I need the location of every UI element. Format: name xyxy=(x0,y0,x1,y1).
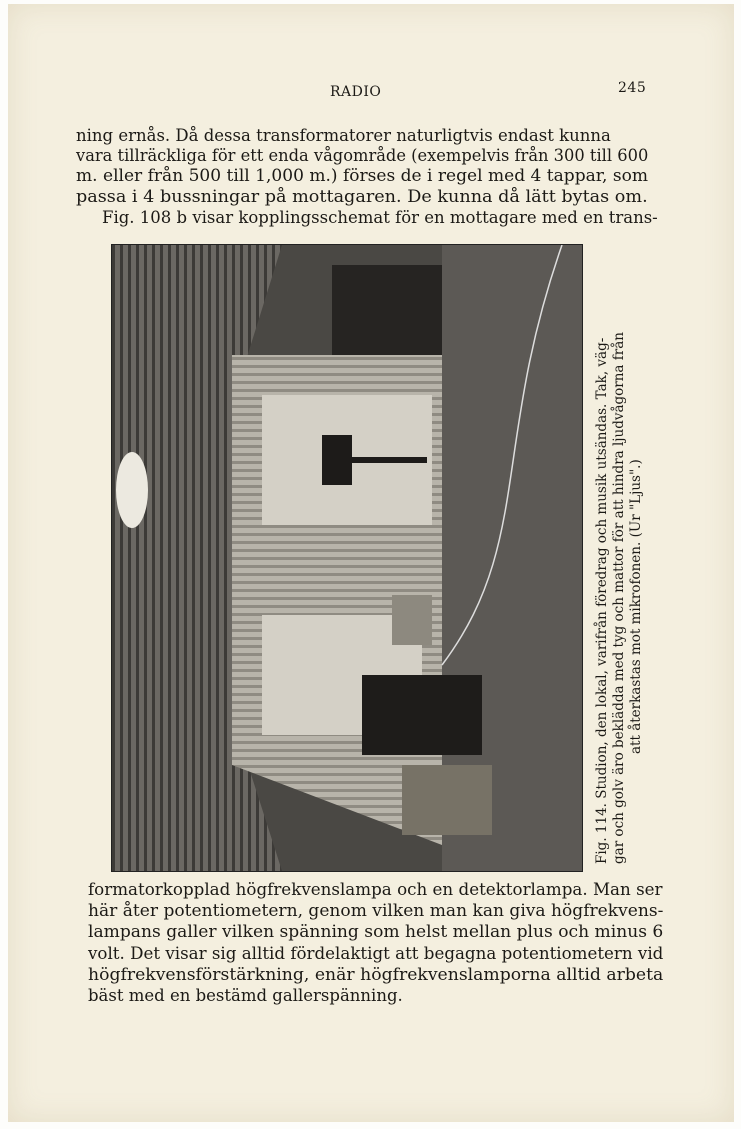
caption-line: gar och golv äro beklädda med tyg och mattor för att hindra ljudvågorna från xyxy=(611,332,627,864)
text-line: Fig. 108 b visar kopplingsschemat för en mottagare med en trans- xyxy=(102,208,658,227)
text-line: volt. Det visar sig alltid fördelaktigt att begagna potentiometern vid xyxy=(88,944,664,963)
book-page xyxy=(8,4,734,1122)
caption-line: Fig. 114. Studion, den lokal, varifrån föredrag och musik utsändas. Tak, väg- xyxy=(594,337,610,864)
text-line: här åter potentiometern, genom vilken man kan giva högfrekvens- xyxy=(88,901,664,920)
text-line: bäst med en bestämd gallerspänning. xyxy=(88,986,403,1005)
figure-caption xyxy=(594,332,645,864)
text-line: passa i 4 bussningar på mottagaren. De kunna då lätt bytas om. xyxy=(76,187,648,206)
text-line: formatorkopplad högfrekvenslampa och en detektorlampa. Man ser xyxy=(88,880,663,899)
photo-illustration xyxy=(112,245,582,871)
running-head: RADIO xyxy=(330,84,382,100)
caption-line: att återkastas mot mikrofonen. (Ur "Ljus".) xyxy=(628,459,644,754)
studio-photograph xyxy=(111,244,583,872)
page-number: 245 xyxy=(618,80,647,96)
text-line: m. eller från 500 till 1,000 m.) förses de i regel med 4 tappar, som xyxy=(76,166,649,185)
text-line: vara tillräckliga för ett enda vågområde (exempelvis från 300 till 600 xyxy=(76,146,649,165)
text-line: högfrekvensförstärkning, enär högfrekvenslamporna alltid arbeta xyxy=(88,965,664,984)
text-line: ning ernås. Då dessa transformatorer naturligtvis endast kunna xyxy=(76,126,611,145)
text-line: lampans galler vilken spänning som helst mellan plus och minus 6 xyxy=(88,922,664,941)
